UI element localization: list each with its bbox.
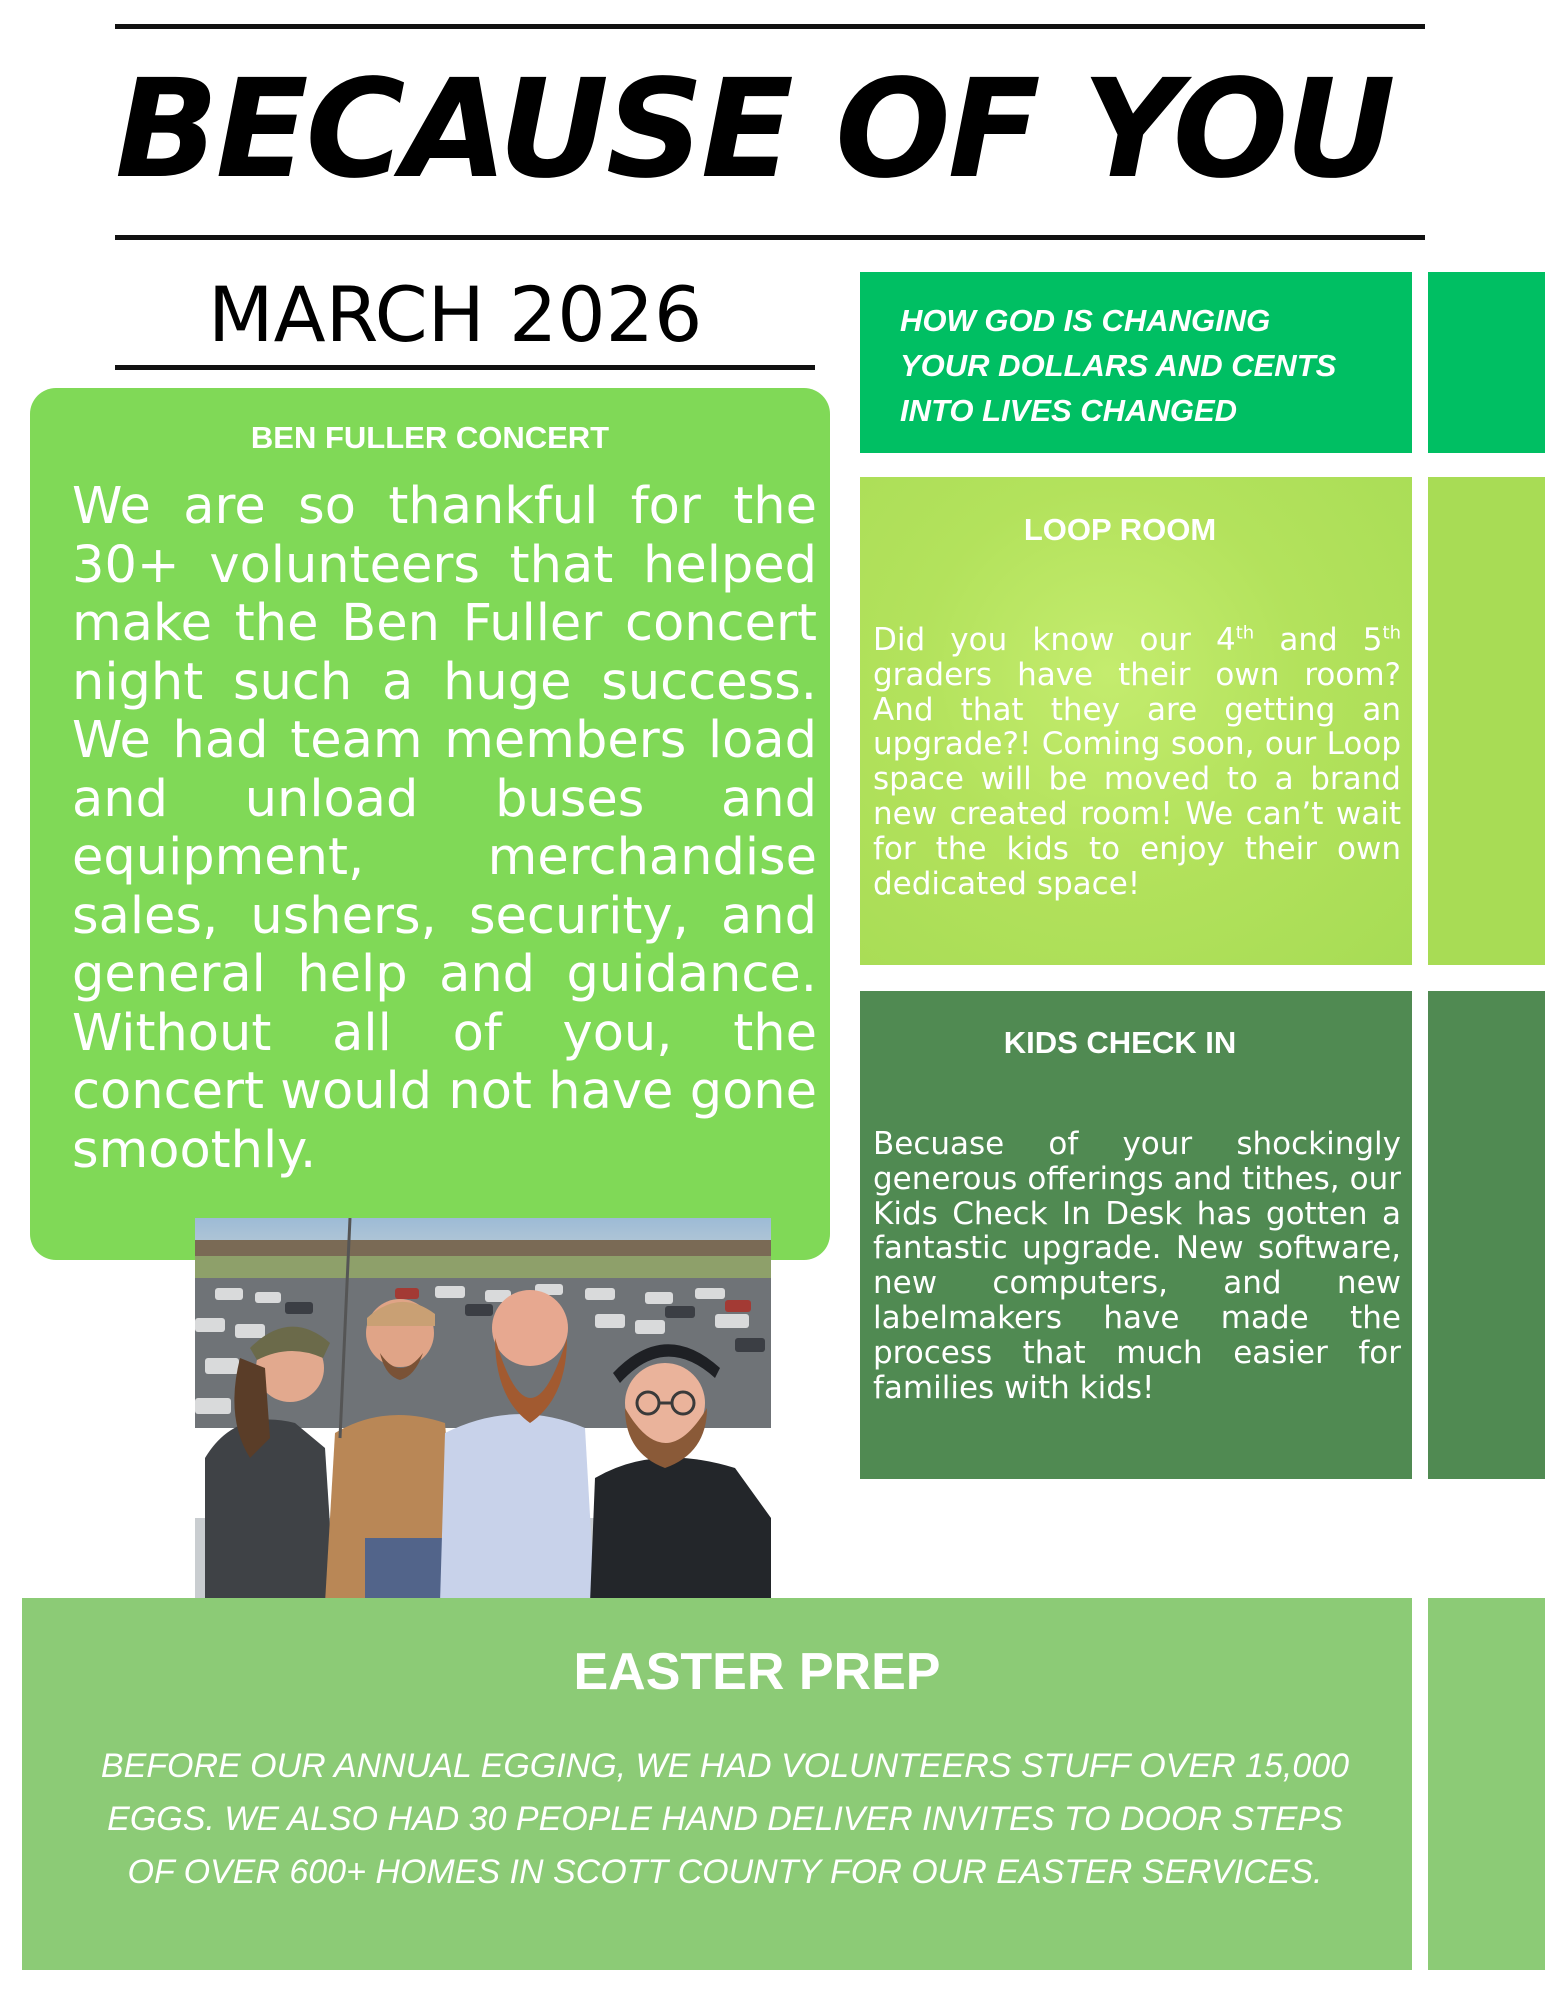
newsletter-title: BECAUSE OF YOU bbox=[115, 51, 1393, 209]
giving-banner-edge bbox=[1428, 272, 1545, 453]
easter-body bbox=[60, 1740, 1390, 1899]
volunteers-photo bbox=[195, 1218, 771, 1603]
easter-line: EGGS. WE ALSO HAD 30 PEOPLE HAND DELIVER INVITES TO DOOR STEPS bbox=[107, 1800, 1343, 1838]
kids-check-in-body: Becuase of your shockingly generous offerings and tithes, our Kids Check In Desk has gotten a fantastic upgrade. New software, new computers, and new labelmakers have made the process that much easier for families with kids! bbox=[873, 1126, 1401, 1406]
giving-banner-line: HOW GOD IS CHANGING bbox=[900, 303, 1271, 338]
loop-room-body bbox=[873, 623, 1401, 901]
loop-room-panel-edge bbox=[1428, 477, 1545, 965]
issue-date: MARCH 2026 bbox=[208, 270, 703, 359]
loop-room-text: Did you know our 4 bbox=[873, 622, 1236, 658]
loop-room-text: graders have their own room? And that they are getting an upgrade?! Coming soon, our Loop space will be moved to a brand new created room! We can’t wait for the kids to enjoy their own dedicated space! bbox=[873, 656, 1401, 902]
easter-heading: EASTER PREP bbox=[573, 1643, 941, 1701]
ordinal-suffix: th bbox=[1382, 622, 1401, 644]
easter-line: OF OVER 600+ HOMES IN SCOTT COUNTY FOR OUR EASTER SERVICES. bbox=[127, 1853, 1323, 1891]
loop-room-text: and 5 bbox=[1254, 622, 1383, 658]
concert-heading: BEN FULLER CONCERT bbox=[250, 420, 610, 455]
giving-banner-line: YOUR DOLLARS AND CENTS bbox=[900, 348, 1337, 383]
title-bottom-rule bbox=[115, 235, 1425, 240]
giving-banner-text bbox=[900, 298, 1400, 433]
volunteers-photo-illustration bbox=[195, 1218, 771, 1603]
easter-line: BEFORE OUR ANNUAL EGGING, WE HAD VOLUNTEERS STUFF OVER 15,000 bbox=[100, 1747, 1350, 1785]
ordinal-suffix: th bbox=[1235, 622, 1255, 644]
kids-check-in-heading: KIDS CHECK IN bbox=[1003, 1025, 1237, 1060]
giving-banner-line: INTO LIVES CHANGED bbox=[900, 393, 1238, 428]
concert-body: We are so thankful for the 30+ volunteers that helped make the Ben Fuller concert night such a huge success. We had team members load and unload buses and equipment, merchandise sales, ushers, security, and general help and guidance. Without all of you, the concert would not have gone smoothly. bbox=[72, 477, 817, 1180]
kids-check-in-panel-edge bbox=[1428, 991, 1545, 1479]
loop-room-heading: LOOP ROOM bbox=[1023, 512, 1217, 547]
top-rule bbox=[115, 24, 1425, 29]
date-underline bbox=[115, 365, 815, 370]
